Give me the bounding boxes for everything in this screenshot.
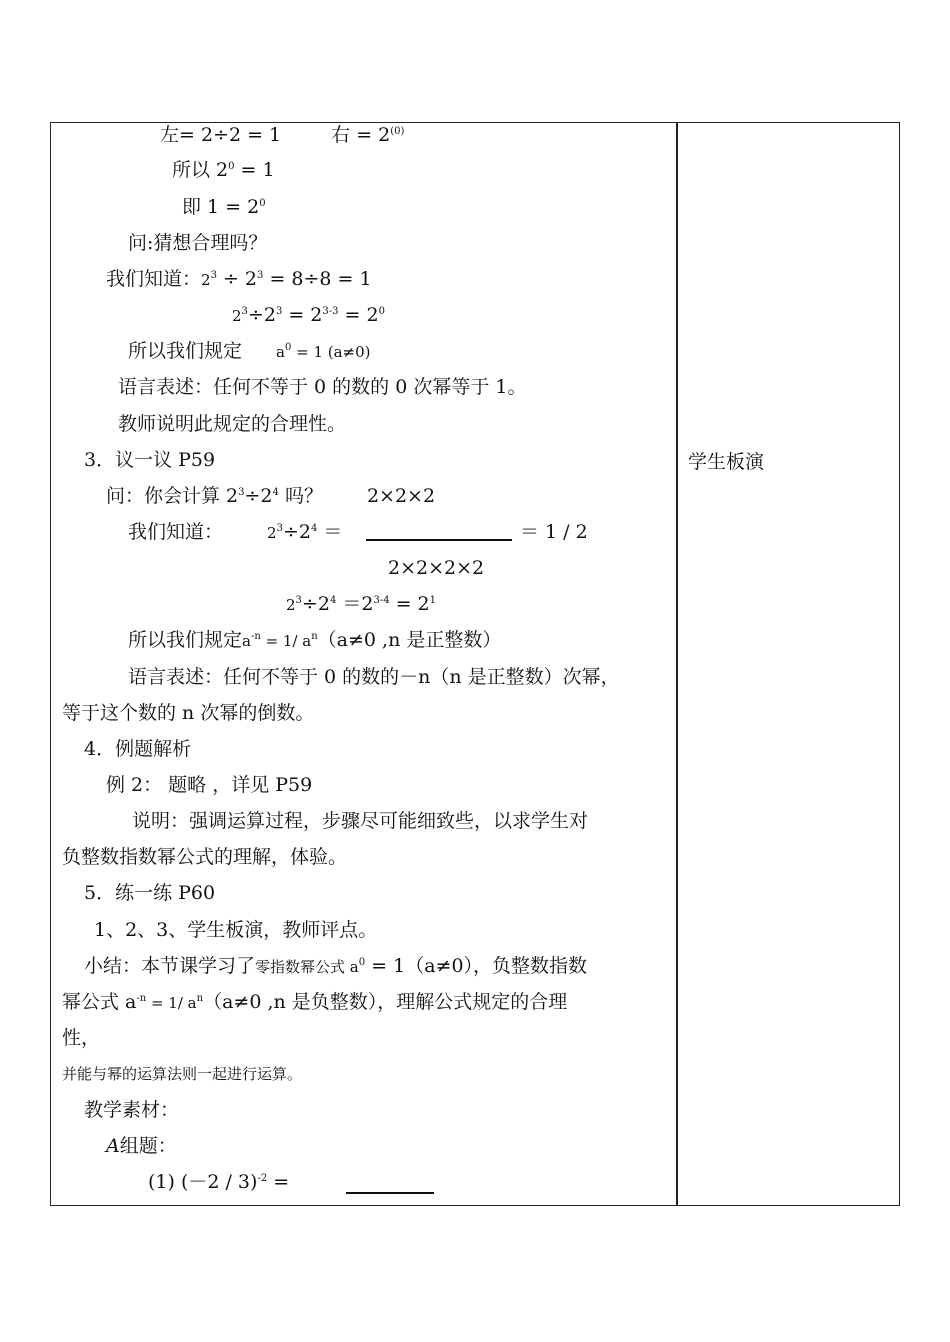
exponent: 3 [295, 595, 302, 606]
text: = 1/ a [260, 632, 312, 650]
text: 所以我们规定 [128, 629, 243, 651]
text: 问：你会计算 2 [106, 485, 239, 507]
text: (1) (－2 / 3) [148, 1171, 258, 1193]
exponent: 3 [275, 306, 283, 317]
text: ÷ 2 [216, 268, 258, 290]
explanation-cont: 负整数指数幂公式的理解，体验。 [62, 846, 348, 868]
line-we-know-1 [106, 268, 372, 294]
materials-heading: 教学素材： [84, 1099, 180, 1121]
text: ＝2 [336, 593, 374, 615]
section-5-heading: 5．练一练 P60 [84, 882, 216, 904]
text: （a≠0 ,n 是正整数） [317, 629, 502, 651]
text: = 8÷8 = 1 [263, 268, 372, 290]
line-negative-exponent-calc [286, 593, 436, 619]
exponent: 3 [238, 487, 245, 498]
text: = [267, 1171, 290, 1193]
exponent: 4 [272, 487, 279, 498]
statement-negative-power-cont: 等于这个数的 n 次幂的倒数。 [62, 702, 315, 724]
section-3-heading: 3．议一议 P59 [84, 449, 216, 471]
text: 2 [232, 307, 242, 325]
column-divider [676, 122, 678, 1206]
text: ÷2 [282, 521, 311, 543]
summary-line-3: 性， [62, 1027, 101, 1049]
text: 组题： [119, 1135, 177, 1157]
explanation: 说明：强调运算过程，步骤尽可能细致些，以求学生对 [132, 810, 589, 832]
fraction-denominator: 2×2×2×2 [388, 557, 485, 579]
text: = 1 (a≠0) [291, 343, 371, 361]
exponent: 0 [358, 957, 366, 968]
text: ÷2 [247, 304, 276, 326]
group-a-heading [106, 1135, 177, 1157]
text: 零指数幂公式 a [255, 958, 359, 976]
exponent: 1 [429, 595, 437, 606]
fraction-numerator: 2×2×2 [366, 485, 436, 507]
line-left-right [160, 124, 404, 150]
example-2: 例 2： 题略 ，详见 P59 [106, 774, 313, 796]
exponent: 0 [284, 342, 292, 353]
text: = 2 [282, 304, 323, 326]
text: = 1 [234, 159, 275, 181]
exponent: 0 [228, 161, 235, 172]
text: 2 [267, 524, 277, 542]
student-board-note: 学生板演 [688, 451, 765, 473]
left-side-text: 左= 2÷2 = 1 [160, 124, 282, 146]
right-side-exponent: (0) [390, 126, 405, 137]
exponent: n [196, 993, 204, 1004]
exponent: 0 [259, 198, 266, 209]
line-we-know-2 [128, 521, 342, 547]
summary-line-1 [84, 955, 587, 981]
text: A [106, 1135, 120, 1157]
exponent: 4 [310, 523, 318, 534]
text: = 1/ a [146, 994, 197, 1012]
line-rule-negative [128, 629, 501, 655]
section-4-heading: 4．例题解析 [84, 738, 192, 760]
text: 2 [201, 271, 211, 289]
practice-note: 1、2、3、学生板演，教师评点。 [94, 919, 378, 941]
text: 我们知道： [128, 521, 224, 543]
exponent: n [311, 631, 318, 642]
text: 小结：本节课学习了 [84, 955, 256, 977]
right-side-text: 右 = 2 [331, 124, 391, 146]
text: ÷2 [244, 485, 273, 507]
text: ＝ [317, 521, 343, 543]
exponent: 0 [378, 306, 385, 317]
text: a [276, 343, 285, 361]
text: 所以 2 [172, 159, 229, 181]
text: = 1（a≠0），负整数指数 [365, 955, 588, 977]
exponent: -2 [257, 1173, 268, 1184]
text: = 2 [338, 304, 379, 326]
exponent: -n [250, 631, 261, 642]
exponent: 3 [276, 523, 283, 534]
text: = 2 [389, 593, 430, 615]
exercise-1 [148, 1171, 289, 1197]
text: 幂公式 a [62, 991, 137, 1013]
text: ÷2 [301, 593, 330, 615]
text: 即 1 = 2 [182, 196, 260, 218]
text: 我们知道： [106, 268, 202, 290]
teacher-note: 教师说明此规定的合理性。 [118, 413, 347, 435]
line-exponent-subtraction [232, 304, 385, 330]
text: 吗？ [278, 485, 323, 507]
text: a [242, 632, 251, 650]
line-therefore-2-0 [172, 159, 275, 185]
answer-blank [346, 1192, 434, 1194]
fraction-bar [366, 539, 512, 541]
statement-negative-power: 语言表述：任何不等于 0 的数的－n（n 是正整数）次幂， [128, 666, 620, 688]
statement-zero-power: 语言表述：任何不等于 0 的数的 0 次幂等于 1。 [118, 376, 527, 398]
line-ie-1-eq-2-0 [182, 196, 266, 222]
exponent: 3-4 [373, 595, 390, 606]
exponent: -n [136, 993, 147, 1004]
line-question-compute [106, 485, 435, 511]
exponent: 3-3 [322, 306, 339, 317]
text: 所以我们规定 [128, 340, 243, 362]
line-rule-zero [128, 340, 371, 366]
fraction-result: ＝ 1 / 2 [520, 521, 588, 543]
exponent: 3 [241, 306, 248, 317]
exponent: 3 [210, 270, 217, 281]
summary-line-4: 并能与幂的运算法则一起进行运算。 [62, 1065, 303, 1083]
question-reasonable: 问:猜想合理吗？ [128, 232, 268, 254]
exponent: 3 [257, 270, 264, 281]
text: （a≠0 ,n 是负整数），理解公式规定的合理 [203, 991, 568, 1013]
exponent: 4 [329, 595, 337, 606]
text: 2 [286, 596, 296, 614]
summary-line-2 [62, 991, 567, 1017]
